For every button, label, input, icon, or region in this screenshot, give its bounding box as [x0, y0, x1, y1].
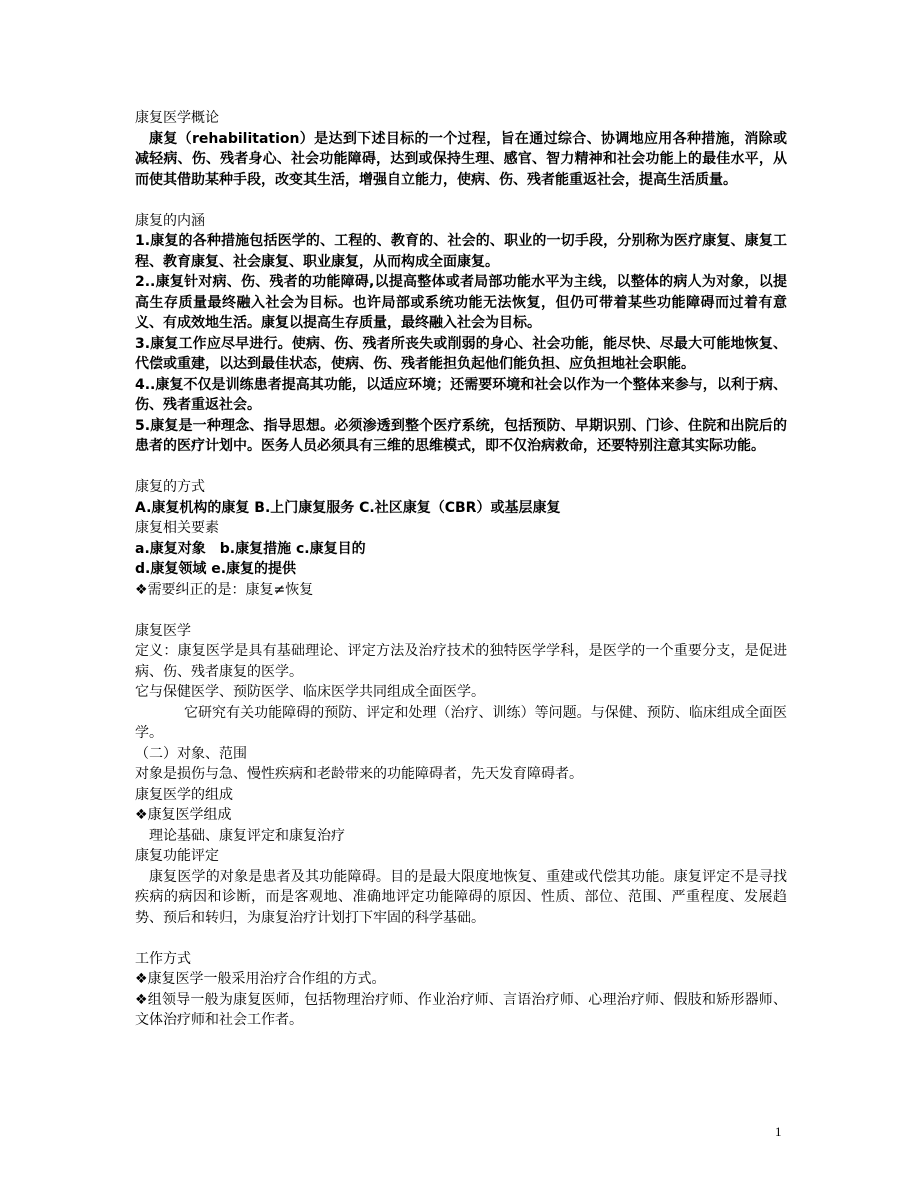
components-line: 理论基础、康复评定和康复治疗: [149, 827, 345, 844]
work-item-1: [135, 969, 787, 990]
components-sub: [135, 805, 787, 826]
work-item-2: [135, 990, 787, 1031]
assessment-heading: 康复功能评定: [135, 848, 219, 864]
connotation-heading: 康复的内涵: [135, 212, 205, 229]
methods-heading: 康复的方式: [135, 479, 205, 495]
connotation-item-3: 3.康复工作应尽早进行。使病、伤、残者所丧失或削弱的身心、社会功能，能尽快、尽最大可能地恢复、代偿或重建，以达到最佳状态，使病、伤、残者能担负起他们能负担、应负担地社会职能。: [135, 335, 787, 372]
components-heading: 康复医学的组成: [135, 786, 233, 803]
spacer: [135, 190, 787, 211]
components-sub-text: 康复医学组成: [147, 807, 232, 823]
elements-heading: 康复相关要素: [135, 520, 219, 536]
elements-line-1: a.康复对象 b.康复措施 c.康复目的: [135, 540, 366, 557]
four-diamond-bullet-icon: ❖: [135, 971, 148, 987]
correction-text: 需要纠正的是：康复≠恢复: [147, 581, 314, 598]
connotation-item-5: 5.康复是一种理念、指导思想。必须渗透到整个医疗系统，包括预防、早期识别、门诊、住院和出院后的患者的医疗计划中。医务人员必须具有三维的思维模式，即不仅治病救命，还要特别注意其实际功能。: [135, 417, 787, 454]
elements-line-2: d.康复领域 e.康复的提供: [135, 561, 297, 577]
work-heading: 工作方式: [135, 950, 191, 967]
scope-line: 对象是损伤与急、慢性疾病和老龄带来的功能障碍者，先天发育障碍者。: [135, 766, 583, 782]
medicine-research: 它研究有关功能障碍的预防、评定和处理（治疗、训练）等问题。与保健、预防、临床组成全面医学。: [135, 704, 787, 741]
assessment-paragraph: 康复医学的对象是患者及其功能障碍。目的是最大限度地恢复、重建或代偿其功能。康复评定不是寻找疾病的病因和诊断，而是客观地、准确地评定功能障碍的原因、性质、部位、范围、严重程度、发展趋势、预后和转归，为康复治疗计划打下牢固的科学基础。: [135, 868, 787, 926]
scope-heading: （二）对象、范围: [135, 745, 247, 762]
four-diamond-bullet-icon: ❖: [135, 807, 148, 823]
four-diamond-bullet-icon: ❖: [135, 581, 148, 598]
connotation-item-2: 2..康复针对病、伤、残者的功能障碍,以提高整体或者局部功能水平为主线，以整体的病人为对象，以提高生存质量最终融入社会为目标。也许局部或系统功能无法恢复，但仍可带着某些功能障碍而过着有意义、有成效地生活。康复以提高生存质量，最终融入社会为目标。: [135, 274, 787, 331]
intro-paragraph: 康复（rehabilitation）是达到下述目标的一个过程，旨在通过综合、协调地应用各种措施，消除或减轻病、伤、残者身心、社会功能障碍，达到或保持生理、感官、智力精神和社会功能上的最佳水平，从而使其借助某种手段，改变其生活，增强自立能力，使病、伤、残者能重返社会，提高生活质量。: [135, 130, 787, 188]
four-diamond-bullet-icon: ❖: [135, 991, 148, 1008]
medicine-definition: 定义：康复医学是具有基础理论、评定方法及治疗技术的独特医学学科，是医学的一个重要分支，是促进病、伤、残者康复的医学。: [135, 643, 787, 680]
medicine-heading: 康复医学: [135, 622, 191, 639]
correction-line: [135, 580, 787, 601]
connotation-item-1: 1.康复的各种措施包括医学的、工程的、教育的、社会的、职业的一切手段，分别称为医疗康复、康复工程、教育康复、社会康复、职业康复，从而构成全面康复。: [135, 233, 787, 270]
page-number: 1: [775, 1124, 782, 1139]
spacer: [135, 600, 787, 621]
work-item-2-text: 组领导一般为康复医师，包括物理治疗师、作业治疗师、言语治疗师、心理治疗师、假肢和矫形器师、文体治疗师和社会工作者。: [135, 991, 787, 1028]
spacer: [135, 928, 787, 949]
document-body: [135, 108, 787, 1031]
spacer: [135, 457, 787, 478]
document-title: 康复医学概论: [135, 110, 219, 126]
work-item-1-text: 康复医学一般采用治疗合作组的方式。: [147, 971, 386, 987]
methods-line: A.康复机构的康复 B.上门康复服务 C.社区康复（CBR）或基层康复: [135, 499, 561, 516]
medicine-composition: 它与保健医学、预防医学、临床医学共同组成全面医学。: [135, 684, 485, 700]
connotation-item-4: 4..康复不仅是训练患者提高其功能，以适应环境；还需要环境和社会以作为一个整体来参与，以利于病、伤、残者重返社会。: [135, 376, 787, 413]
